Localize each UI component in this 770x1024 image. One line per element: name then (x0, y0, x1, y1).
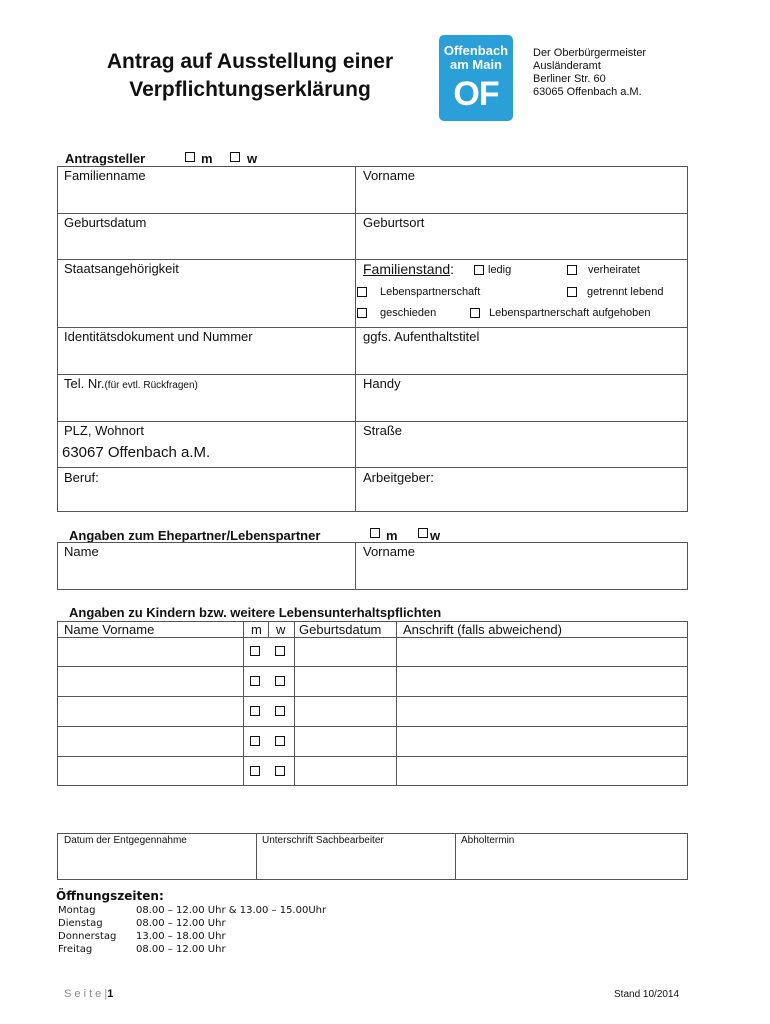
table-divider (355, 542, 356, 590)
handy-field[interactable] (357, 393, 687, 420)
logo-line-2: am Main (449, 57, 502, 72)
address-line: Ausländeramt (533, 60, 601, 72)
address-line: Berliner Str. 60 (533, 73, 606, 85)
table-divider (268, 621, 269, 637)
stand-label: Stand 10/2014 (614, 989, 680, 1000)
strasse-field[interactable] (357, 440, 687, 466)
partner-name-label: Name (64, 544, 99, 559)
geschieden-label: geschieden (380, 307, 437, 319)
hours-time: 08.00 – 12.00 Uhr (136, 944, 226, 955)
children-table (57, 621, 688, 786)
identitaet-field[interactable] (58, 346, 354, 373)
table-divider (455, 833, 456, 880)
children-header-name: Name Vorname (64, 622, 155, 637)
strasse-label: Straße (363, 423, 403, 438)
hours-title: Öffnungszeiten: (56, 889, 164, 903)
offenbach-logo (439, 35, 513, 121)
table-divider (243, 621, 244, 786)
title-line-2: Verpflichtungserklärung (129, 78, 371, 101)
aufgehoben-label: Lebenspartnerschaft aufgehoben (489, 307, 651, 319)
children-header-geburtsdatum: Geburtsdatum (299, 622, 382, 637)
partner-section-label: Angaben zum Ehepartner/Lebenspartner (69, 528, 321, 543)
hours-day: Montag (58, 905, 96, 916)
geschieden-checkbox[interactable] (357, 308, 367, 318)
plz-label: PLZ, Wohnort (64, 423, 144, 438)
abholtermin-label: Abholtermin (461, 835, 515, 846)
plz-value[interactable]: 63067 Offenbach a.M. (62, 444, 211, 461)
staatsangehoerigkeit-field[interactable] (58, 278, 354, 326)
table-row-line (57, 213, 688, 214)
aufenthalt-label: ggfs. Aufenthaltstitel (363, 329, 480, 344)
authority-address (533, 47, 646, 99)
table-divider (256, 833, 257, 880)
table-row-line (57, 467, 688, 468)
table-row-line (57, 756, 688, 757)
ledig-label: ledig (488, 264, 512, 276)
hours-time: 08.00 – 12.00 Uhr & 13.00 – 15.00Uhr (136, 905, 327, 916)
child-2-w-checkbox[interactable] (275, 676, 285, 686)
partner-gender-w-checkbox[interactable] (418, 528, 428, 538)
table-divider (294, 621, 295, 786)
applicant-gender-w-checkbox[interactable] (230, 152, 240, 162)
child-1-w-checkbox[interactable] (275, 646, 285, 656)
tel-field[interactable] (58, 393, 354, 420)
familienname-field[interactable] (58, 185, 354, 212)
children-section-label: Angaben zu Kindern bzw. weitere Lebensunterhaltspflichten (69, 605, 442, 620)
lebenspartnerschaft-label: Lebenspartnerschaft (380, 286, 481, 298)
unterschrift-label: Unterschrift Sachbearbeiter (262, 835, 384, 846)
handy-label: Handy (363, 376, 401, 391)
aufenthalt-field[interactable] (357, 346, 687, 373)
table-divider (355, 166, 356, 512)
page-number (64, 988, 113, 1000)
partner-gender-m-label: m (386, 528, 398, 543)
datum-label: Datum der Entgegennahme (64, 835, 187, 846)
table-row-line (57, 726, 688, 727)
identitaet-label: Identitätsdokument und Nummer (64, 329, 253, 344)
child-4-m-checkbox[interactable] (250, 736, 260, 746)
child-4-w-checkbox[interactable] (275, 736, 285, 746)
child-5-w-checkbox[interactable] (275, 766, 285, 776)
verheiratet-label: verheiratet (588, 264, 640, 276)
table-row-line (57, 421, 688, 422)
geburtsdatum-label: Geburtsdatum (64, 215, 147, 230)
partner-vorname-label: Vorname (363, 544, 416, 559)
logo-line-1: Offenbach (443, 43, 509, 58)
getrennt-checkbox[interactable] (567, 287, 577, 297)
address-line: Der Oberbürgermeister (533, 47, 647, 59)
applicant-gender-w-label: w (247, 151, 258, 166)
address-line: 63065 Offenbach a.M. (533, 86, 642, 98)
title-line-1: Antrag auf Ausstellung einer (106, 50, 394, 73)
beruf-field[interactable] (58, 487, 354, 511)
hours-day: Dienstag (58, 918, 103, 929)
staatsangehoerigkeit-label: Staatsangehörigkeit (64, 261, 179, 276)
table-row-line (57, 327, 688, 328)
partner-vorname-field[interactable] (357, 561, 687, 589)
getrennt-label: getrennt lebend (587, 286, 664, 298)
child-3-w-checkbox[interactable] (275, 706, 285, 716)
applicant-gender-m-label: m (201, 151, 213, 166)
beruf-label: Beruf: (64, 470, 99, 485)
partner-gender-w-label: w (430, 528, 441, 543)
vorname-label: Vorname (363, 168, 416, 183)
child-3-m-checkbox[interactable] (250, 706, 260, 716)
page-title (70, 48, 430, 104)
table-row-line (57, 259, 688, 260)
geburtsdatum-field[interactable] (58, 232, 354, 258)
tel-note: (für evtl. Rückfragen) (104, 380, 198, 391)
table-row-line (57, 374, 688, 375)
familienname-label: Familienname (64, 168, 146, 183)
hours-time: 13.00 – 18.00 Uhr (136, 931, 226, 942)
children-header-w: w (276, 622, 286, 637)
aufgehoben-checkbox[interactable] (470, 308, 480, 318)
ledig-checkbox[interactable] (474, 265, 484, 275)
arbeitgeber-field[interactable] (357, 487, 687, 511)
child-2-m-checkbox[interactable] (250, 676, 260, 686)
table-row-line (57, 637, 688, 638)
tel-label (64, 376, 198, 391)
hours-time: 08.00 – 12.00 Uhr (136, 918, 226, 929)
logo-mark: OF (453, 75, 499, 113)
children-header-anschrift: Anschrift (falls abweichend) (403, 622, 562, 637)
applicant-gender-m-checkbox[interactable] (185, 152, 195, 162)
verheiratet-checkbox[interactable] (567, 265, 577, 275)
page-num: 1 (107, 988, 114, 1000)
hours-day: Freitag (58, 944, 93, 955)
familienstand-label (363, 261, 454, 277)
partner-name-field[interactable] (58, 561, 354, 589)
hours-day: Donnerstag (58, 931, 117, 942)
table-row-line (57, 666, 688, 667)
child-5-m-checkbox[interactable] (250, 766, 260, 776)
tel-text: Tel. Nr. (64, 376, 105, 391)
page-label: S e i t e (64, 988, 102, 1000)
geburtsort-field[interactable] (357, 232, 687, 258)
page-separator: | (104, 988, 108, 1000)
partner-gender-m-checkbox[interactable] (370, 528, 380, 538)
familienstand-text: Familienstand (363, 261, 451, 277)
geburtsort-label: Geburtsort (363, 215, 425, 230)
lebenspartnerschaft-checkbox[interactable] (357, 287, 367, 297)
child-1-m-checkbox[interactable] (250, 646, 260, 656)
table-divider (396, 621, 397, 786)
familienstand-colon: : (450, 261, 455, 277)
vorname-field[interactable] (357, 185, 687, 212)
applicant-section-label: Antragsteller (65, 151, 146, 166)
table-row-line (57, 696, 688, 697)
children-header-m: m (251, 622, 262, 637)
arbeitgeber-label: Arbeitgeber: (363, 470, 434, 485)
